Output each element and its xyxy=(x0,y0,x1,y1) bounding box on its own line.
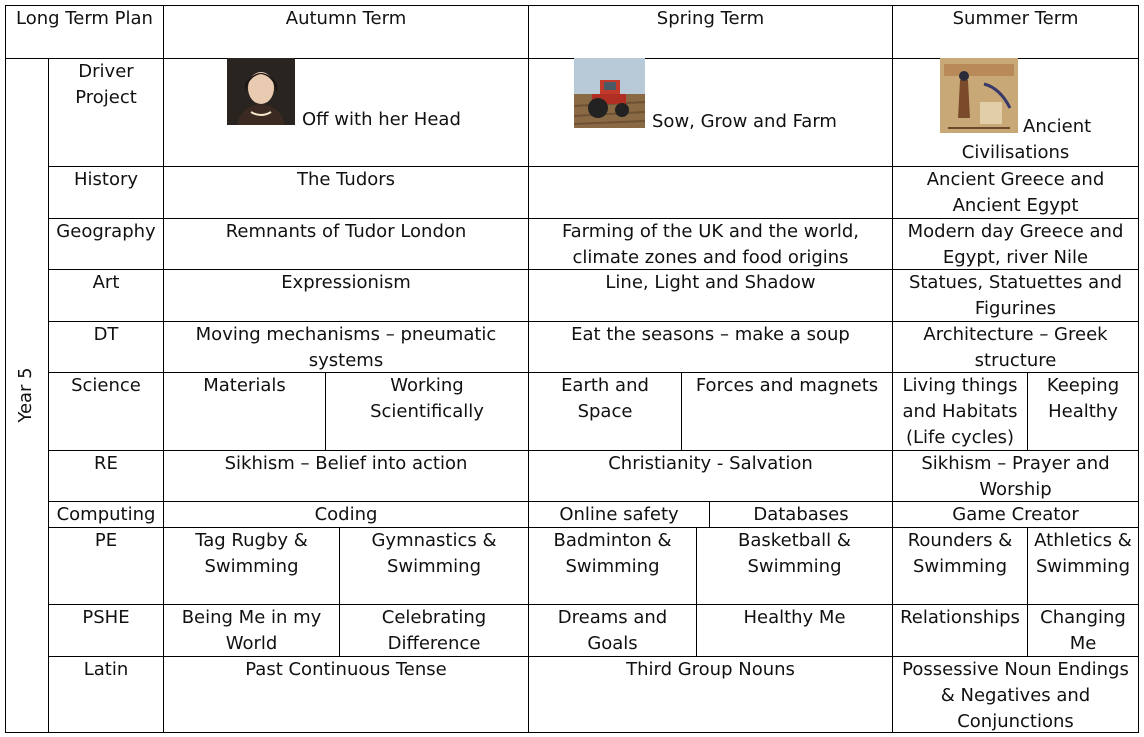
science-spring-a xyxy=(528,372,681,450)
art-summer xyxy=(892,269,1139,321)
art-summer-text: Statues, Statuettes and Figurines xyxy=(908,272,1123,319)
history-autumn xyxy=(163,166,528,218)
re-spring-text: Christianity - Salvation xyxy=(608,453,813,474)
driver-spring-text: Sow, Grow and Farm xyxy=(652,111,837,132)
latin-label-text: Latin xyxy=(83,659,129,680)
latin-label xyxy=(48,656,163,733)
pe-summer-a xyxy=(892,527,1027,604)
pshe-summer-a-text: Relationships xyxy=(900,607,1020,628)
pe-spring-a-text: Badminton & Swimming xyxy=(553,530,672,577)
science-label-text: Science xyxy=(71,375,141,396)
pshe-spring-b xyxy=(696,604,892,656)
art-autumn-text: Expressionism xyxy=(281,272,411,293)
science-spring-a-text: Earth and Space xyxy=(561,375,649,422)
geography-summer-text: Modern day Greece and Egypt, river Nile xyxy=(907,221,1124,268)
pe-label-text: PE xyxy=(94,530,118,551)
pe-summer-b-text: Athletics & Swimming xyxy=(1034,530,1132,577)
history-label-text: History xyxy=(73,169,139,190)
latin-autumn-text: Past Continuous Tense xyxy=(245,659,447,680)
pe-spring-b xyxy=(696,527,892,604)
autumn-term-header xyxy=(163,5,528,58)
tractor-image xyxy=(574,58,645,128)
driver-summer-text-cont: Civilisations xyxy=(961,142,1070,163)
pshe-label-text: PSHE xyxy=(82,607,130,628)
computing-autumn-text: Coding xyxy=(314,504,378,525)
re-label xyxy=(48,450,163,501)
latin-autumn xyxy=(163,656,528,733)
pshe-summer-b-text: Changing Me xyxy=(1040,607,1126,654)
science-autumn-b xyxy=(325,372,528,450)
art-autumn xyxy=(163,269,528,321)
re-label-text: RE xyxy=(94,453,118,474)
pshe-spring-b-text: Healthy Me xyxy=(743,607,846,628)
dt-label xyxy=(48,321,163,372)
geography-spring xyxy=(528,218,892,269)
pshe-spring-a xyxy=(528,604,696,656)
computing-summer xyxy=(892,501,1139,527)
history-summer-text: Ancient Greece and Ancient Egypt xyxy=(926,169,1105,216)
history-autumn-text: The Tudors xyxy=(296,169,396,190)
dt-autumn-text: Moving mechanisms – pneumatic systems xyxy=(195,324,497,371)
dt-summer-text: Architecture – Greek structure xyxy=(923,324,1108,371)
geography-label-text: Geography xyxy=(56,221,156,242)
pe-autumn-a xyxy=(163,527,339,604)
driver-project-label-text: Driver Project xyxy=(75,61,137,108)
history-label xyxy=(48,166,163,218)
dt-summer xyxy=(892,321,1139,372)
pshe-label xyxy=(48,604,163,656)
science-autumn-a-text: Materials xyxy=(203,375,286,396)
computing-summer-text: Game Creator xyxy=(952,504,1079,525)
science-autumn-b-text: Working Scientifically xyxy=(370,375,484,422)
pe-spring-b-text: Basketball & Swimming xyxy=(738,530,851,577)
dt-spring-text: Eat the seasons – make a soup xyxy=(571,324,850,345)
corner-header xyxy=(5,5,163,58)
summer-term-header xyxy=(892,5,1139,58)
driver-summer-text: Ancient xyxy=(1023,116,1092,137)
pshe-summer-b xyxy=(1027,604,1139,656)
science-spring-b-text: Forces and magnets xyxy=(695,375,879,396)
science-spring-b xyxy=(681,372,892,450)
science-label xyxy=(48,372,163,450)
pe-label xyxy=(48,527,163,604)
art-spring xyxy=(528,269,892,321)
spring-term-text: Spring Term xyxy=(656,8,765,29)
pe-autumn-b-text: Gymnastics & Swimming xyxy=(371,530,497,577)
geography-summer xyxy=(892,218,1139,269)
re-summer xyxy=(892,450,1139,501)
pshe-autumn-b xyxy=(339,604,528,656)
art-label xyxy=(48,269,163,321)
spring-term-header xyxy=(528,5,892,58)
pe-autumn-a-text: Tag Rugby & Swimming xyxy=(195,530,308,577)
dt-spring xyxy=(528,321,892,372)
history-summer xyxy=(892,166,1139,218)
science-summer-b xyxy=(1027,372,1139,450)
re-autumn xyxy=(163,450,528,501)
latin-spring-text: Third Group Nouns xyxy=(626,659,795,680)
science-autumn-a xyxy=(163,372,325,450)
geography-label xyxy=(48,218,163,269)
geography-spring-text: Farming of the UK and the world, climate zones and food origins xyxy=(561,221,860,268)
science-summer-b-text: Keeping Healthy xyxy=(1046,375,1120,422)
latin-summer-text: Possessive Noun Endings & Negatives and Conjunctions xyxy=(902,659,1129,732)
pshe-spring-a-text: Dreams and Goals xyxy=(557,607,668,654)
geography-autumn-text: Remnants of Tudor London xyxy=(225,221,467,242)
art-spring-text: Line, Light and Shadow xyxy=(605,272,816,293)
driver-project-label xyxy=(48,58,163,166)
dt-autumn xyxy=(163,321,528,372)
pe-autumn-b xyxy=(339,527,528,604)
driver-autumn-text: Off with her Head xyxy=(302,109,461,130)
computing-spring-b-text: Databases xyxy=(753,504,849,525)
geography-autumn xyxy=(163,218,528,269)
science-summer-a xyxy=(892,372,1027,450)
corner-header-text: Long Term Plan xyxy=(16,8,153,29)
driver-summer-text-box xyxy=(892,113,1139,166)
year-label: Year 5 xyxy=(15,367,36,423)
computing-spring-a-text: Online safety xyxy=(559,504,679,525)
pshe-autumn-b-text: Celebrating Difference xyxy=(381,607,487,654)
computing-label-text: Computing xyxy=(56,504,156,525)
pe-summer-b xyxy=(1027,527,1139,604)
art-label-text: Art xyxy=(92,272,120,293)
tudor-portrait-image xyxy=(227,58,295,125)
pshe-summer-a xyxy=(892,604,1027,656)
autumn-term-text: Autumn Term xyxy=(285,8,407,29)
re-spring xyxy=(528,450,892,501)
computing-autumn xyxy=(163,501,528,527)
pshe-autumn-a xyxy=(163,604,339,656)
summer-term-text: Summer Term xyxy=(952,8,1079,29)
computing-label xyxy=(48,501,163,527)
dt-label-text: DT xyxy=(93,324,119,345)
computing-spring-b xyxy=(709,501,892,527)
pshe-autumn-a-text: Being Me in my World xyxy=(181,607,322,654)
latin-spring xyxy=(528,656,892,733)
re-summer-text: Sikhism – Prayer and Worship xyxy=(921,453,1110,500)
computing-spring-a xyxy=(528,501,709,527)
latin-summer xyxy=(892,656,1139,733)
pe-summer-a-text: Rounders & Swimming xyxy=(907,530,1013,577)
history-spring xyxy=(528,166,892,218)
re-autumn-text: Sikhism – Belief into action xyxy=(224,453,468,474)
pe-spring-a xyxy=(528,527,696,604)
science-summer-a-text: Living things and Habitats (Life cycles) xyxy=(902,375,1018,448)
